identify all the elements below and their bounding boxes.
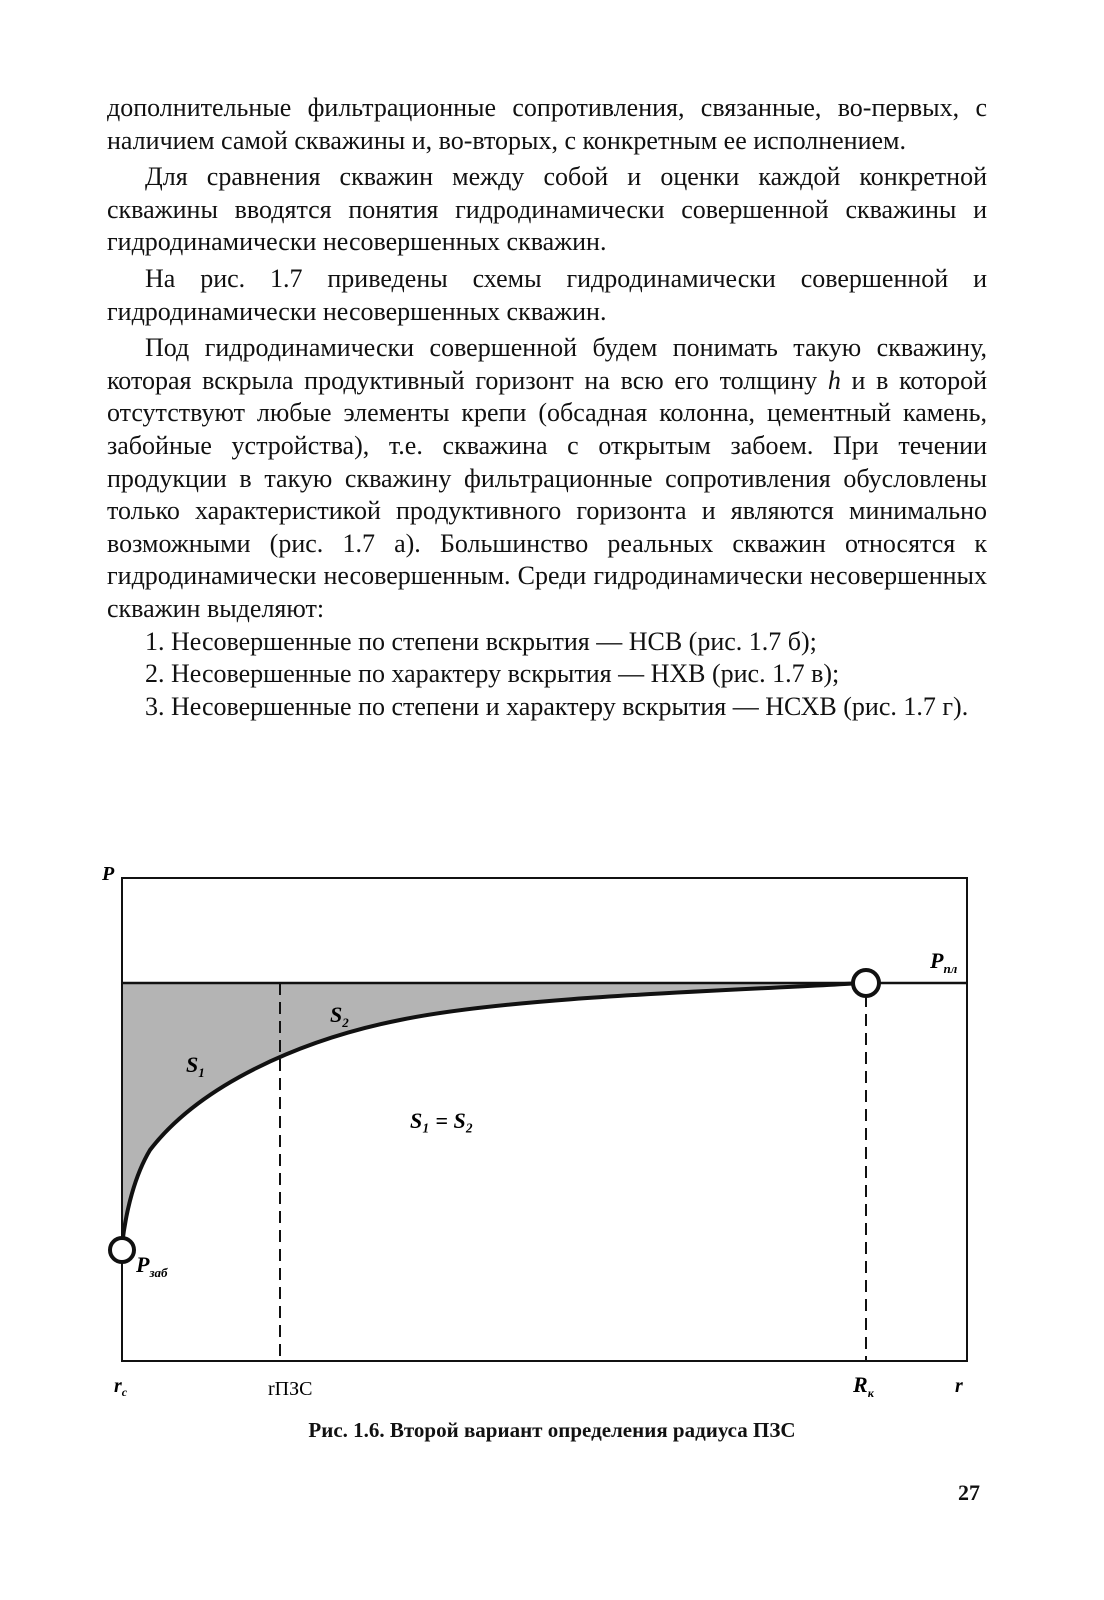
thickness-symbol: h [827, 365, 841, 395]
x-axis-label: r [955, 1375, 963, 1397]
list-item-1: 1. Несовершенные по степени вскрытия — НСВ (рис. 1.7 б); [145, 626, 817, 656]
p-zab-label: $P_{заб}$ [136, 1252, 168, 1280]
paragraph-4-part-1: Под гидродинамически совершенной будем понимать такую скважину, которая вскрыла продуктивный горизонт на всю его толщину [107, 333, 987, 395]
figure-caption: Рис. 1.6. Второй вариант определения радиуса ПЗС [308, 1418, 796, 1442]
rk-label: $R_к$ [853, 1372, 874, 1400]
well-pressure-circle [110, 1238, 134, 1262]
paragraph-4-part-2: и в которой отсутствуют любые элементы крепи (обсадная колонна, цементный камень, забойные устройства), т.е. скважина с открытым забоем. При течении продукции в такую скважину фильтрационные сопротивления обусловлены только характеристикой продуктивного горизонта и являются минимально возможными (рис. 1.7 а). Большинство реальных скважин относятся к гидродинамически несовершенным. Среди гидродинамически несовершенных скважин выделяют: [107, 365, 987, 623]
body-text [107, 92, 987, 723]
paragraph-4 [107, 332, 987, 625]
rc-label: $r_с$ [114, 1375, 128, 1399]
p-pl-label: $P_{пл}$ [930, 948, 958, 976]
y-axis-label: P [102, 863, 115, 885]
paragraph-1: дополнительные фильтрационные сопротивления, связанные, во-первых, с наличием самой скважины и, во-вторых, с конкретным ее исполнением. [107, 93, 987, 155]
s1-label: $S_1$ [186, 1052, 205, 1080]
reservoir-boundary-circle [853, 970, 879, 996]
shaded-area [122, 983, 860, 1245]
paragraph-2: Для сравнения скважин между собой и оценки каждой конкретной скважины вводятся понятия гидродинамически совершенной скважины и гидродинамически несовершенных скважин. [107, 162, 987, 257]
pressure-distribution-figure [0, 855, 1104, 1435]
area-equality-label: S₁ = S₂ [410, 1108, 474, 1133]
plot-frame [122, 878, 967, 1361]
s2-label: $S_2$ [330, 1002, 349, 1030]
list-item-2: 2. Несовершенные по характеру вскрытия — НХВ (рис. 1.7 в); [145, 659, 840, 689]
paragraph-3: На рис. 1.7 приведены схемы гидродинамически совершенной и гидродинамически несовершенных скважин. [107, 263, 987, 326]
rpzs-label: rПЗС [268, 1378, 313, 1400]
page-number: 27 [958, 1480, 980, 1505]
list-item-3: 3. Несовершенные по степени и характеру вскрытия — НСХВ (рис. 1.7 г). [145, 691, 969, 721]
